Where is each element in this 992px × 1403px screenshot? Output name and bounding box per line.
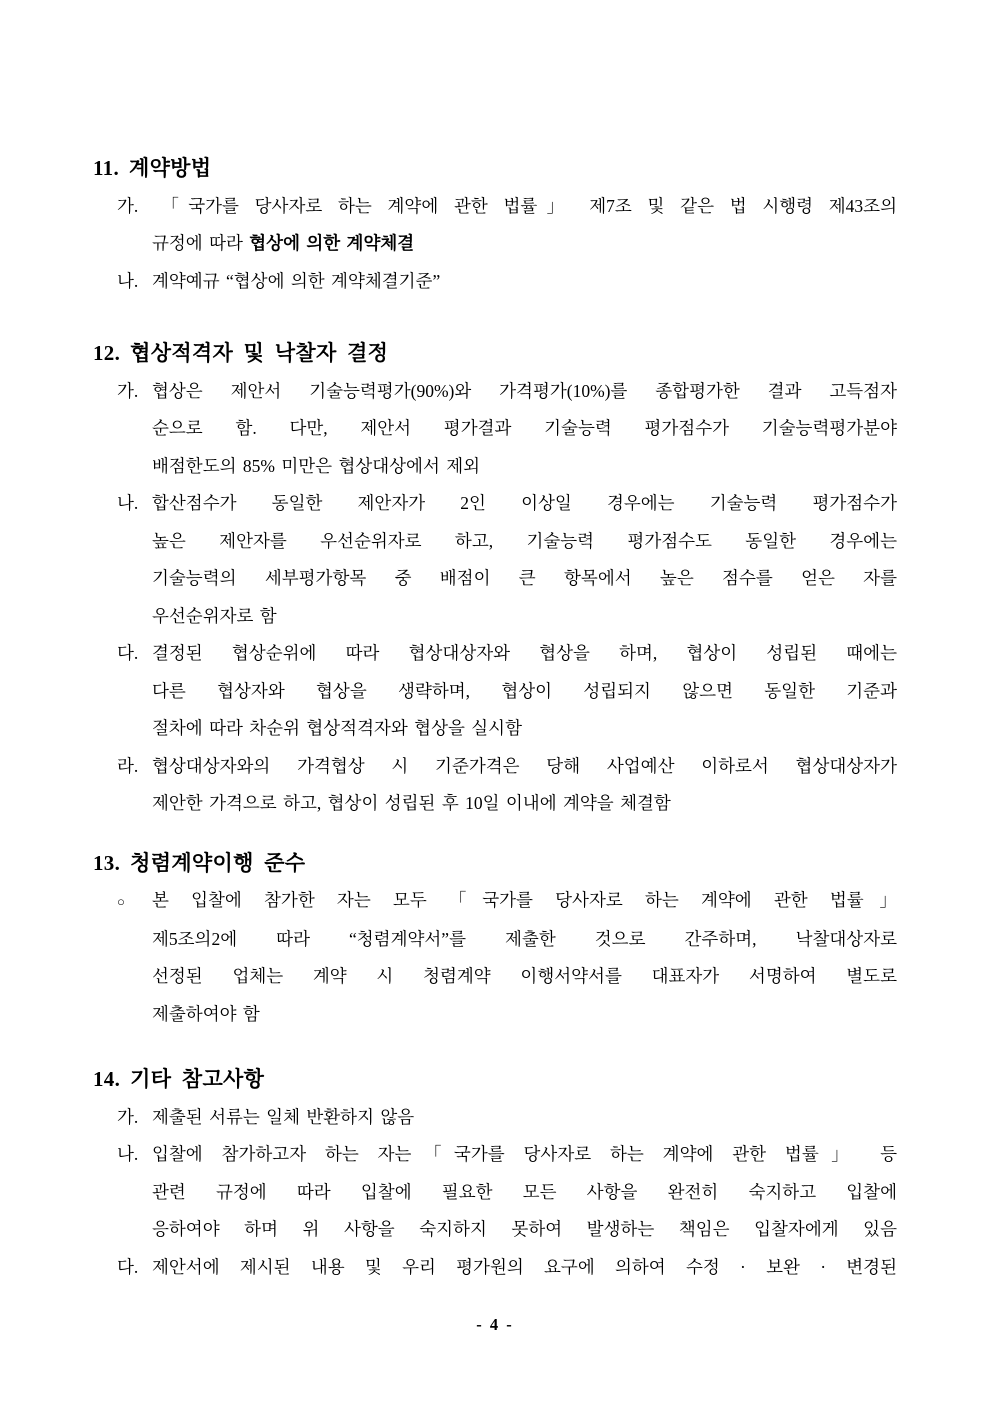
line-text: 제출하여야 함 — [152, 1003, 260, 1024]
line-text: 제출된 서류는 일체 반환하지 않음 — [152, 1106, 415, 1127]
section-11-number: 11. — [93, 156, 119, 180]
paragraph-line — [93, 921, 897, 959]
paragraph-line — [93, 710, 897, 748]
paragraph-line — [93, 485, 897, 523]
item-label: 가. — [117, 1106, 139, 1127]
paragraph-line — [93, 410, 897, 448]
line-text-bold: 협상에 의한 계약체결 — [249, 233, 415, 253]
line-text: 결정된 협상순위에 따라 협상대상자와 협상을 하며, 협상이 성립된 때에는 — [152, 643, 897, 663]
paragraph-line — [93, 635, 897, 673]
section-11 — [93, 150, 897, 300]
paragraph-line — [93, 598, 897, 636]
section-12-number: 12. — [93, 341, 121, 365]
line-text: 다른 협상자와 협상을 생략하며, 협상이 성립되지 않으면 동일한 기준과 — [152, 680, 897, 701]
circle-bullet-icon: ○ — [117, 894, 125, 909]
line-text: 제안한 가격으로 하고, 협상이 성립된 후 10일 이내에 계약을 체결함 — [152, 793, 671, 813]
line-text: 본 입찰에 참가한 자는 모두 「국가를 당사자로 하는 계약에 관한 법률」 — [152, 890, 897, 910]
section-13-title: 청렴계약이행 준수 — [130, 850, 306, 875]
paragraph-line — [93, 448, 897, 486]
section-11-heading — [93, 150, 897, 188]
paragraph-line — [93, 1099, 897, 1137]
paragraph-line — [93, 373, 897, 411]
line-text: 합산점수가 동일한 제안자가 2인 이상일 경우에는 기술능력 평가점수가 — [152, 493, 897, 513]
paragraph-line — [93, 1136, 897, 1174]
item-label: 다. — [117, 643, 139, 663]
paragraph-line — [93, 560, 897, 598]
paragraph-line — [93, 882, 897, 921]
paragraph-line — [93, 1174, 897, 1212]
section-12-heading — [93, 335, 897, 373]
paragraph-line — [93, 523, 897, 561]
line-text: 제5조의2에 따라 “청렴계약서”를 제출한 것으로 간주하며, 낙찰대상자로 — [152, 928, 897, 949]
section-14 — [93, 1061, 897, 1286]
paragraph-line — [93, 958, 897, 996]
item-label: 나. — [117, 270, 139, 291]
item-label: 라. — [117, 755, 139, 776]
paragraph-line — [93, 748, 897, 786]
section-14-title: 기타 참고사항 — [130, 1067, 265, 1091]
line-text: 높은 제안자를 우선순위자로 하고, 기술능력 평가점수도 동일한 경우에는 — [152, 530, 897, 551]
section-12-title: 협상적격자 및 낙찰자 결정 — [130, 341, 389, 365]
section-14-heading — [93, 1061, 897, 1099]
line-text: 협상대상자와의 가격협상 시 기준가격은 당해 사업예산 이하로서 협상대상자가 — [152, 755, 897, 776]
paragraph-line — [93, 188, 897, 226]
line-text: 우선순위자로 함 — [152, 605, 277, 626]
line-text: 입찰에 참가하고자 하는 자는「국가를 당사자로 하는 계약에 관한 법률」 등 — [152, 1144, 897, 1164]
line-text: 관련 규정에 따라 입찰에 필요한 모든 사항을 완전히 숙지하고 입찰에 — [152, 1181, 897, 1202]
item-label: 가. — [117, 380, 139, 401]
line-text: 협상은 제안서 기술능력평가(90%)와 가격평가(10%)를 종합평가한 결과 고득점자 — [152, 380, 897, 401]
item-label: 다. — [117, 1256, 139, 1277]
item-label: 나. — [117, 1144, 139, 1164]
page-number: - 4 - — [476, 1315, 514, 1334]
line-text: 제안서에 제시된 내용 및 우리 평가원의 요구에 의하여 수정 · 보완 · 변경된 — [152, 1256, 897, 1277]
section-13-heading — [93, 845, 897, 883]
paragraph-line — [93, 673, 897, 711]
section-14-number: 14. — [93, 1067, 121, 1091]
line-text: 배점한도의 85% 미만은 협상대상에서 제외 — [152, 455, 481, 476]
section-13 — [93, 845, 897, 1034]
line-text: 규정에 따라 — [152, 233, 250, 253]
line-text: 「국가를 당사자로 하는 계약에 관한 법률」 제7조 및 같은 법 시행령 제43조의 — [152, 195, 897, 216]
line-text: 선정된 업체는 계약 시 청렴계약 이행서약서를 대표자가 서명하여 별도로 — [152, 966, 897, 986]
paragraph-line — [93, 263, 897, 301]
line-text: 순으로 함. 다만, 제안서 평가결과 기술능력 평가점수가 기술능력평가분야 — [152, 418, 897, 438]
paragraph-line — [93, 1249, 897, 1287]
paragraph-line — [93, 996, 897, 1034]
line-text: 기술능력의 세부평가항목 중 배점이 큰 항목에서 높은 점수를 얻은 자를 — [152, 568, 897, 588]
line-text: 절차에 따라 차순위 협상적격자와 협상을 실시함 — [152, 718, 522, 738]
section-11-title: 계약방법 — [129, 156, 212, 180]
item-label: 가. — [117, 195, 139, 216]
line-text: 계약예규 “협상에 의한 계약체결기준” — [152, 270, 441, 291]
section-13-number: 13. — [93, 850, 121, 875]
paragraph-line — [93, 785, 897, 823]
item-label: 나. — [117, 493, 139, 513]
line-text: 응하여야 하며 위 사항을 숙지하지 못하여 발생하는 책임은 입찰자에게 있음 — [152, 1219, 897, 1239]
paragraph-line — [93, 225, 897, 263]
section-12 — [93, 335, 897, 823]
paragraph-line — [93, 1211, 897, 1249]
